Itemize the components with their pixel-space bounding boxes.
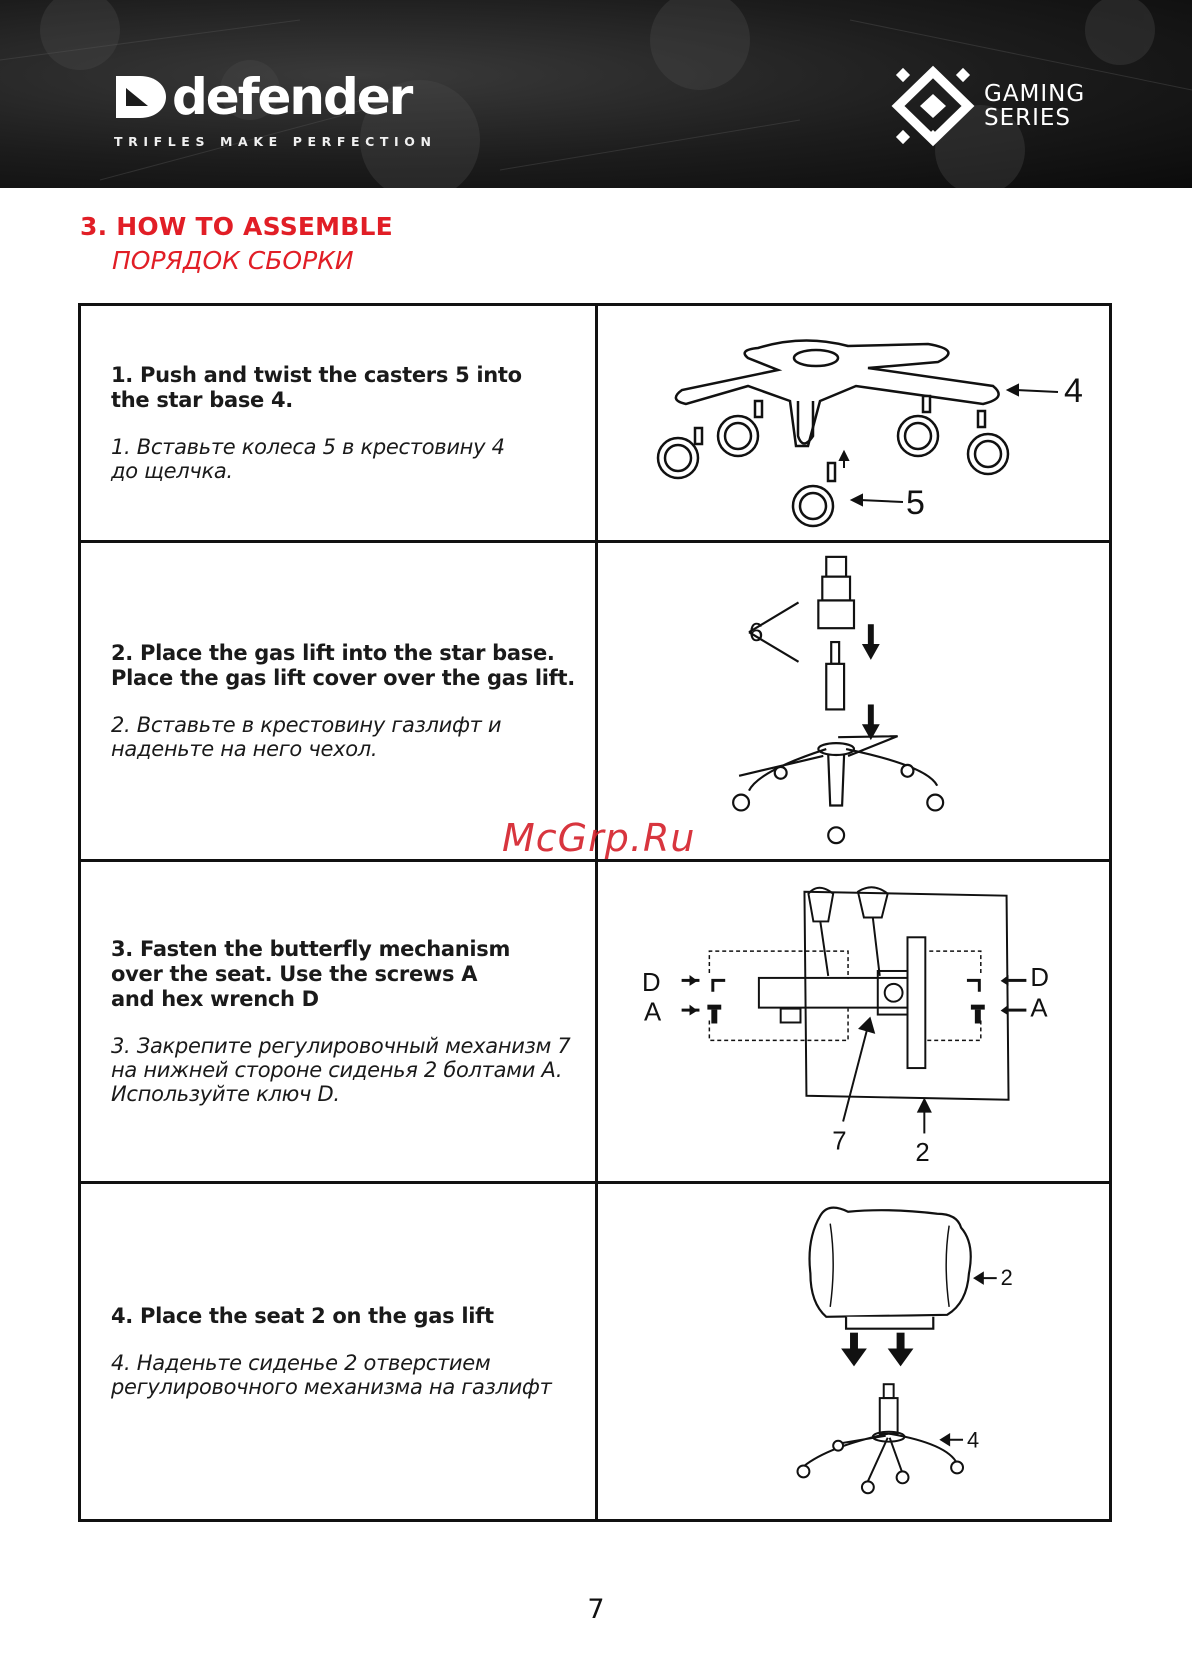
step-3-english: 3. Fasten the butterfly mechanism over the seat. Use the screws A and hex wrench D [111, 937, 511, 1011]
step-4-illustration [598, 1184, 1109, 1519]
callout-seat: 2 [1000, 1265, 1013, 1291]
step-row-3 [81, 859, 1109, 1181]
watermark: McGrp.Ru [502, 816, 696, 860]
step-4-english: 4. Place the seat 2 on the gas lift [111, 1304, 494, 1328]
step-row-4 [81, 1181, 1109, 1519]
step-2-text [81, 543, 595, 859]
step-1-text [81, 306, 595, 540]
step-4-text [81, 1184, 595, 1519]
step-2-illustration [598, 543, 1109, 859]
callout-wrench-right: D [1030, 963, 1049, 992]
callout-seat: 2 [915, 1139, 930, 1168]
gaming-series-mark-icon [888, 64, 978, 148]
section-subtitle: ПОРЯДОК СБОРКИ [112, 246, 354, 275]
callout-mechanism: 7 [832, 1127, 847, 1156]
step-3-illustration [598, 862, 1109, 1181]
brand-name: defender [172, 68, 412, 126]
seat-on-gas-lift-drawing [598, 1184, 1109, 1519]
section-title: 3. HOW TO ASSEMBLE [80, 212, 393, 241]
step-3-russian: 3. Закрепите регулировочный механизм 7 на нижней стороне сиденья 2 болтами A. Используйте ключ D. [111, 1034, 571, 1106]
defender-logo [112, 68, 412, 126]
step-2-english: 2. Place the gas lift into the star base. Place the gas lift cover over the gas lift. [111, 641, 575, 690]
gaming-series-logo [888, 64, 1085, 148]
callout-gas-lift: 6 [748, 619, 764, 648]
step-4-russian: 4. Наденьте сиденье 2 отверстием регулировочного механизма на газлифт [111, 1351, 552, 1399]
callout-star-base: 4 [966, 1427, 980, 1453]
butterfly-mechanism-drawing [598, 862, 1109, 1181]
step-row-2 [81, 540, 1109, 859]
step-1-russian: 1. Вставьте колеса 5 в крестовину 4 до щелчка. [111, 435, 505, 483]
step-1-illustration [598, 306, 1109, 540]
series-line-1: GAMING [984, 81, 1086, 107]
callout-wrench-left: D [641, 968, 661, 997]
header-banner [0, 0, 1192, 188]
defender-mark-icon [112, 74, 168, 120]
step-3-text [81, 862, 595, 1181]
series-line-2: SERIES [984, 105, 1072, 131]
step-1-english: 1. Push and twist the casters 5 into the star base 4. [111, 363, 522, 412]
callout-screw-left: A [643, 998, 662, 1027]
page-number: 7 [587, 1594, 605, 1625]
callout-star-base: 4 [1064, 372, 1083, 410]
assembly-steps-table [78, 303, 1112, 1522]
star-base-casters-drawing [598, 306, 1109, 540]
gas-lift-drawing [598, 543, 1109, 859]
brand-tagline: TRIFLES MAKE PERFECTION [114, 134, 437, 149]
step-2-russian: 2. Вставьте в крестовину газлифт и наденьте на него чехол. [111, 713, 502, 761]
step-row-1 [81, 306, 1109, 540]
callout-screw-right: A [1030, 994, 1048, 1023]
callout-casters: 5 [906, 484, 925, 522]
gaming-series-text [984, 82, 1085, 130]
